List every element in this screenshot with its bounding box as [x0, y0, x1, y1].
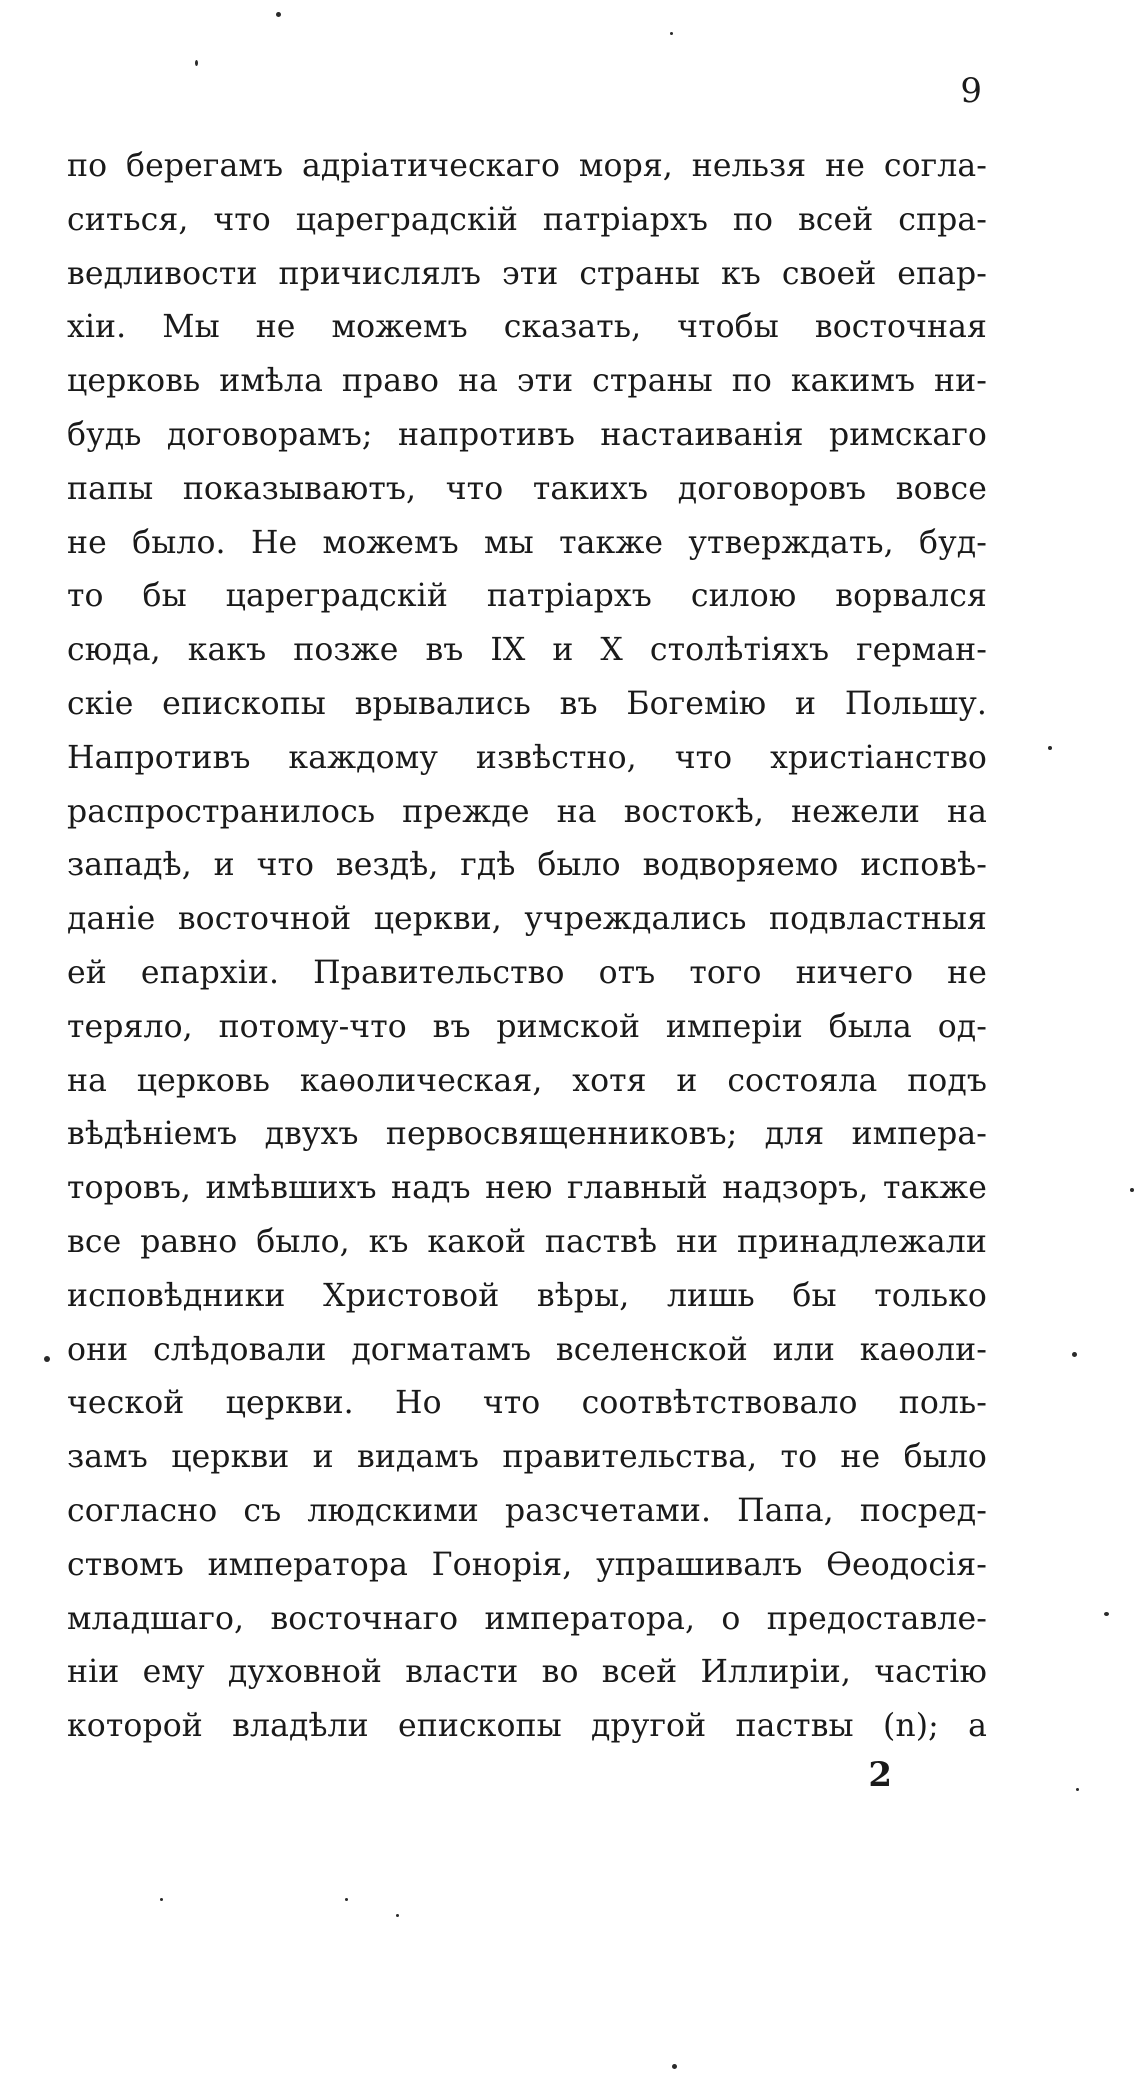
scan-speck: [44, 1356, 50, 1362]
text-line: на церковь каѳолическая, хотя и состояла подъ: [67, 1062, 987, 1099]
text-line: согласно съ людскими разсчетами. Папа, посред-: [67, 1492, 987, 1529]
text-line: младшаго, восточнаго императора, о предоставле-: [67, 1600, 987, 1637]
scan-speck: [1104, 1612, 1109, 1616]
scan-speck: [672, 2064, 677, 2069]
text-line: исповѣдники Христовой вѣры, лишь бы только: [67, 1277, 987, 1314]
text-line: ведливости причислялъ эти страны къ своей епар-: [67, 255, 987, 292]
text-line: папы показываютъ, что такихъ договоровъ вовсе: [67, 470, 987, 507]
text-line: даніе восточной церкви, учреждались подвластныя: [67, 901, 987, 938]
scan-speck: [1076, 1788, 1079, 1791]
body-text: [67, 140, 987, 1754]
text-line: сюда, какъ позже въ IX и X столѣтіяхъ герман-: [67, 632, 987, 669]
text-line: ситься, что цареградскій патріархъ по всей спра-: [67, 201, 987, 238]
text-line: ствомъ императора Гонорія, упрашивалъ Ѳеодосія-: [67, 1546, 987, 1583]
scan-speck: [276, 12, 281, 17]
scan-speck: [1072, 1352, 1077, 1357]
text-line: все равно было, къ какой паствѣ ни принадлежали: [67, 1223, 987, 1260]
text-line: вѣдѣніемъ двухъ первосвященниковъ; для импера-: [67, 1116, 987, 1153]
text-line: ческой церкви. Но что соотвѣтствовало поль-: [67, 1385, 987, 1422]
text-line: замъ церкви и видамъ правительства, то не было: [67, 1439, 987, 1476]
text-line: ей епархіи. Правительство отъ того ничего не: [67, 954, 987, 991]
scan-speck: [195, 60, 198, 66]
scan-speck: [160, 1898, 163, 1901]
text-line: то бы цареградскій патріархъ силою ворвался: [67, 578, 987, 615]
text-line: ніи ему духовной власти во всей Иллиріи, частію: [67, 1654, 987, 1691]
text-line: скіе епископы врывались въ Богемію и Польшу.: [67, 685, 987, 722]
scan-speck: [396, 1914, 399, 1917]
scan-speck: [670, 32, 673, 35]
page-number: 9: [960, 71, 982, 111]
text-line: будь договорамъ; напротивъ настаиванія римскаго: [67, 416, 987, 453]
text-line: церковь имѣла право на эти страны по какимъ ни-: [67, 363, 987, 400]
scan-speck: [1130, 1188, 1134, 1192]
text-line: не было. Не можемъ мы также утверждать, буд-: [67, 524, 987, 561]
signature-mark: 2: [868, 1755, 892, 1795]
scan-speck: [345, 1898, 348, 1901]
text-line: Напротивъ каждому извѣстно, что христіанство: [67, 739, 987, 776]
text-line: по берегамъ адріатическаго моря, нельзя не согла-: [67, 148, 987, 184]
text-line: которой владѣли епископы другой паствы (n); а: [67, 1708, 987, 1745]
text-line: западѣ, и что вездѣ, гдѣ было водворяемо исповѣ-: [67, 847, 987, 884]
text-line: торовъ, имѣвшихъ надъ нею главный надзоръ, также: [67, 1170, 987, 1207]
text-line: хіи. Мы не можемъ сказать, чтобы восточная: [67, 309, 987, 346]
text-line: они слѣдовали догматамъ вселенской или каѳоли-: [67, 1331, 987, 1368]
text-line: теряло, потому-что въ римской имперіи была од-: [67, 1008, 987, 1045]
scan-speck: [1048, 746, 1052, 750]
text-line: распространилось прежде на востокѣ, нежели на: [67, 793, 987, 830]
